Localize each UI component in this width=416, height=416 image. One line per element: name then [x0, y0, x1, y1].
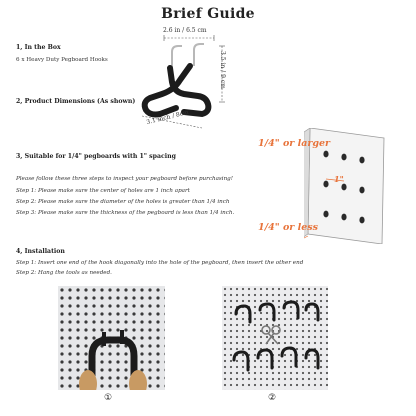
section-box-heading: 1, In the Box — [16, 44, 61, 51]
suitability-step-3: Step 3: Please make sure the thickness of the pegboard is less than 1/4 inch. — [16, 210, 235, 216]
installation-step-2: Step 2: Hang the tools as needed. — [16, 270, 112, 276]
installation-photo-2 — [222, 286, 328, 390]
suitability-step-2: Step 2: Please make sure the diameter of the holes is greater than 1/4 inch — [16, 199, 230, 205]
label-hole-size: 1/4" or larger — [258, 138, 331, 149]
section-suitability-heading: 3, Suitable for 1/4" pegboards with 1" spacing — [16, 153, 176, 160]
label-board-thickness: 1/4" or less — [258, 222, 318, 233]
photo-2-number: ② — [268, 393, 277, 403]
page-title: Brief Guide — [161, 6, 255, 22]
section-box-content: 6 x Heavy Duty Pegboard Hooks — [16, 57, 108, 63]
suitability-intro: Please follow these three steps to inspect your pegboard before purchasing! — [16, 176, 233, 182]
section-installation-heading: 4, Installation — [16, 248, 65, 255]
section-dimensions-heading: 2, Product Dimensions (As shown) — [16, 98, 136, 105]
label-hole-spacing: 1" — [334, 174, 344, 184]
dimension-depth-label: 3.1 inch / 8cm — [145, 108, 190, 127]
dimension-width-label: 2.6 in / 6.5 cm — [163, 27, 207, 34]
suitability-step-1: Step 1: Please make sure the center of holes are 1 inch apart — [16, 188, 190, 194]
dimension-height-label: 3.5 in / 9 cm — [219, 51, 226, 89]
photo-1-number: ① — [104, 393, 113, 403]
installation-photo-1 — [58, 286, 165, 390]
installation-step-1: Step 1: Insert one end of the hook diagonally into the hole of the pegboard, then insert the other end — [16, 260, 304, 266]
